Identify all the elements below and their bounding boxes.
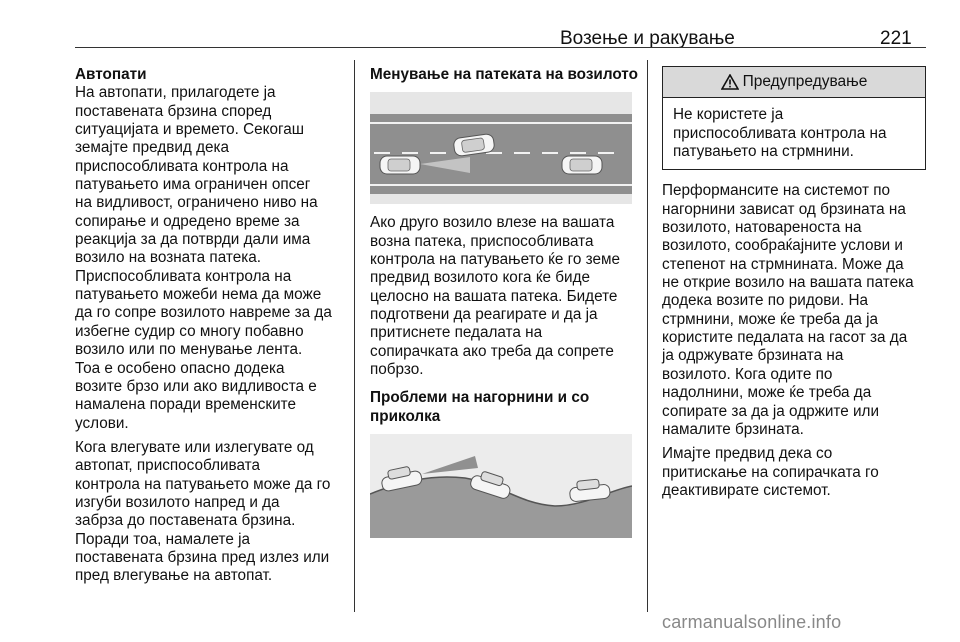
paragraph: На автопати, прилагодете ја поставената брзина според ситуацијата и времето. Секогаш земајте предвид дека приспособливата контрола на патувањето има ограничен опсег на видливост, ограничено ниво на сопирање и одредено време за реакција за да потврди дали има возило на возната патека. Приспособливата контрола на патувањето можеби нема да може да го сопре возилото навреме за да избегне судир со многу побавно возило или по менување лента. Тоа е особено опасно додека возите брзо или ако видливоста е намалена поради временските услови. [75, 84, 332, 432]
warning-body: Не користете ја приспособливата контрола на патувањето на стрмнини. [673, 106, 887, 161]
section-title: Возење и ракување [560, 28, 735, 49]
own-car [380, 156, 420, 174]
page-number: 221 [880, 28, 912, 49]
warning-triangle-icon [721, 74, 739, 90]
heading-lane-change: Менување на патеката на возилото [370, 66, 638, 83]
warning-box [662, 66, 926, 170]
column-divider [354, 60, 355, 612]
paragraph: Перформансите на системот по нагорнини зависат од брзината на возилото, натовареноста на возилото, сообраќајните услови и степенот на стрмнината. Може да не открие возило на вашата патека додека возите по ридови. На стрмнини, може ќе треба да ја користите педалата на гасот за да ја одржувате брзината на возилото. Кога одите по надолнини, може ќе треба да сопирате за да ја одржите или намалите брзината. [662, 182, 914, 438]
warning-header [663, 67, 925, 98]
column-1 [75, 66, 350, 586]
column-2 [370, 66, 640, 538]
heading-highways: Автопати [75, 66, 147, 83]
front-car [562, 156, 602, 174]
column-3 [662, 66, 927, 500]
paragraph: Кога влегувате или излегувате од автопат, приспособливата контрола на патувањето може да го изгуби возилото напред и да забрза до поставената брзина. Поради тоа, намалете ја поставената брзина пред излез или пред влегување на автопат. [75, 438, 331, 585]
paragraph: Ако друго возило влезе на вашата возна патека, приспособливата контрола на патувањето ќе го земе предвид возилото кога ќе биде целосно на вашата патека. Бидете подготвени да реагирате и да ја притиснете педалата на сопирачката ако треба да сопрете побрзо. [370, 214, 620, 379]
hills-illustration [370, 434, 632, 538]
warning-title: Предупредување [742, 73, 868, 90]
paragraph: Имајте предвид дека со притискање на сопирачката го деактивирате системот. [662, 445, 879, 499]
header-rule [75, 47, 926, 48]
lane-change-illustration [370, 92, 632, 204]
watermark: carmanualsonline.info [662, 612, 842, 632]
column-divider [647, 60, 648, 612]
heading-hills-trailer: Проблеми на нагорнини и со приколка [370, 389, 590, 425]
